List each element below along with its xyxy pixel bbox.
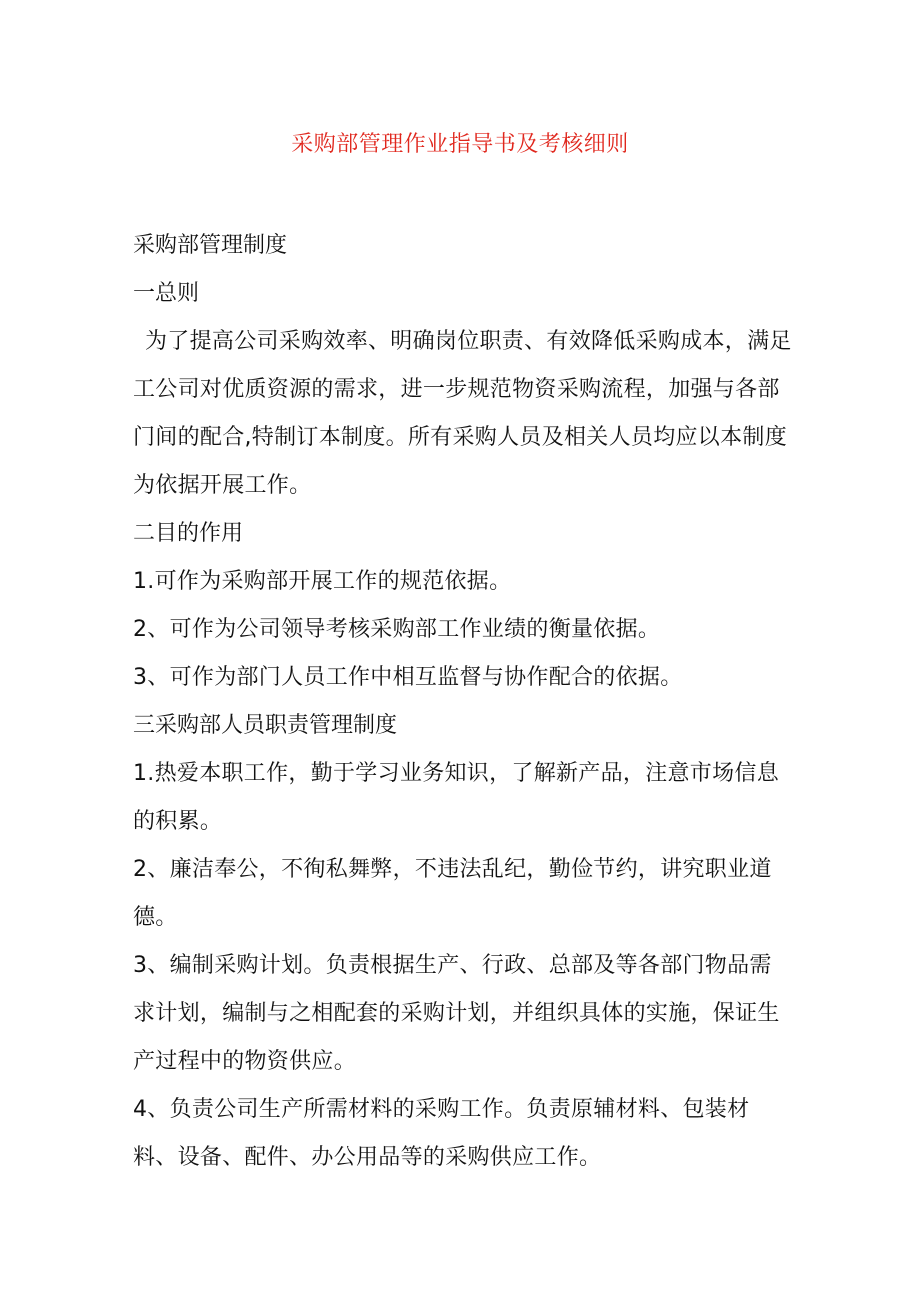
duty-item: 2、廉洁奉公，不徇私舞弊，不违法乱纪，勤俭节约，讲究职业道德。: [133, 857, 772, 930]
document-body: [133, 222, 793, 1182]
document-title: 采购部管理作业指导书及考核细则: [291, 132, 629, 157]
duty-item: 3、编制采购计划。负责根据生产、行政、总部及等各部门物品需求计划，编制与之相配套的采购计划，并组织具体的实施，保证生产过程中的物资供应。: [133, 953, 780, 1074]
duty-item: 4、负责公司生产所需材料的采购工作。负责原辅材料、包装材料、设备、配件、办公用品等的采购供应工作。: [133, 1097, 750, 1170]
section-title: 采购部管理制度: [133, 233, 288, 258]
chapter-heading-duties: 三采购部人员职责管理制度: [133, 713, 398, 738]
chapter-heading-purpose: 二目的作用: [133, 521, 244, 546]
duty-item: 1.热爱本职工作，勤于学习业务知识，了解新产品，注意市场信息的积累。: [133, 761, 779, 834]
chapter-heading-general: 一总则: [133, 281, 200, 306]
general-paragraph: 为了提高公司采购效率、明确岗位职责、有效降低采购成本，满足工公司对优质资源的需求，进一步规范物资采购流程，加强与各部门间的配合,特制订本制度。所有采购人员及相关人员均应以本制度为依据开展工作。: [133, 329, 792, 498]
purpose-item: 1.可作为采购部开展工作的规范依据。: [133, 569, 512, 594]
purpose-item: 2、可作为公司领导考核采购部工作业绩的衡量依据。: [133, 617, 661, 642]
purpose-item: 3、可作为部门人员工作中相互监督与协作配合的依据。: [133, 665, 683, 690]
